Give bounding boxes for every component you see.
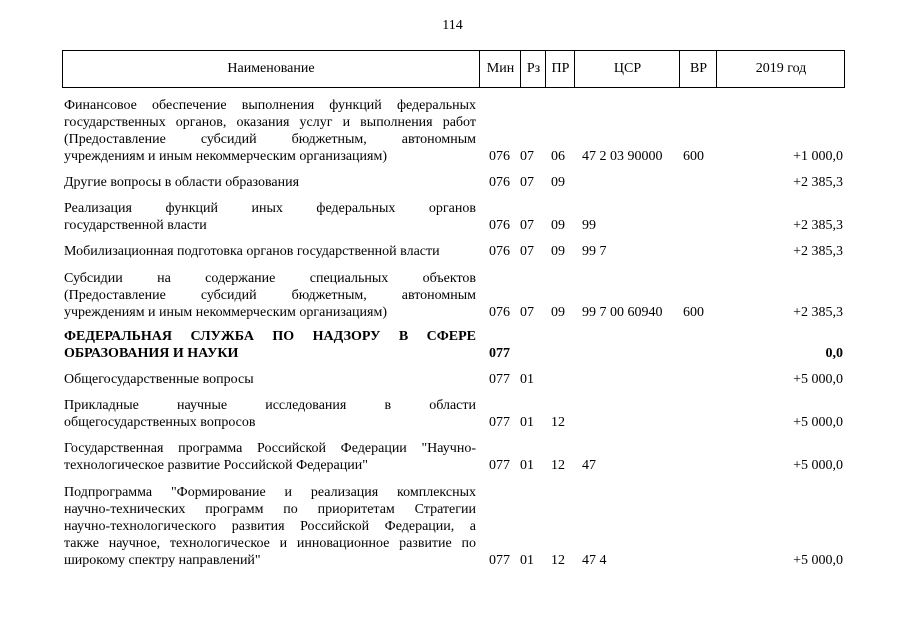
row-name-line: Финансовое обеспечение выполнения функций федеральных (64, 98, 476, 113)
table-row (62, 97, 845, 165)
cell-csr: 47 4 (582, 553, 607, 568)
cell-vr: 600 (683, 149, 704, 164)
row-name-line: Субсидии на содержание специальных объектов (64, 271, 476, 286)
cell-min: 076 (489, 244, 510, 259)
cell-pr: 09 (551, 244, 565, 259)
row-name-line: Прикладные научные исследования в области (64, 398, 476, 413)
header-vr: ВР (679, 51, 717, 87)
cell-amount: +5 000,0 (793, 372, 843, 387)
cell-amount: 0,0 (825, 346, 843, 361)
cell-amount: +2 385,3 (793, 218, 843, 233)
row-name-line: Подпрограмма "Формирование и реализация комплексных (64, 485, 476, 500)
cell-min: 077 (489, 415, 510, 430)
page-number: 114 (442, 18, 463, 33)
table-row (62, 397, 845, 431)
row-name-line: Другие вопросы в области образования (64, 175, 300, 190)
cell-rz: 01 (520, 372, 534, 387)
row-name-line: (Предоставление субсидий бюджетным, автономным (64, 288, 476, 303)
row-name-line: научно-технологического развития Российской Федерации, а (64, 519, 476, 534)
cell-pr: 09 (551, 218, 565, 233)
row-name-line: Реализация функций иных федеральных органов (64, 201, 476, 216)
table-row (62, 440, 845, 474)
row-name (64, 200, 476, 234)
cell-amount: +5 000,0 (793, 458, 843, 473)
cell-min: 076 (489, 149, 510, 164)
cell-min: 076 (489, 305, 510, 320)
table-row (62, 200, 845, 234)
cell-amount: +2 385,3 (793, 305, 843, 320)
cell-csr: 99 (582, 218, 596, 233)
cell-amount: +2 385,3 (793, 244, 843, 259)
cell-pr: 09 (551, 175, 565, 190)
row-name-line: государственных органов, оказания услуг и выполнения работ (64, 115, 476, 130)
cell-csr: 99 7 (582, 244, 607, 259)
cell-pr: 12 (551, 458, 565, 473)
table-row (62, 484, 845, 569)
header-pr: ПР (545, 51, 575, 87)
cell-min: 076 (489, 175, 510, 190)
table-row (62, 243, 845, 260)
row-name-line: государственной власти (64, 218, 207, 233)
cell-min: 077 (489, 458, 510, 473)
row-name-line: также научное, технологическое и инновационное развитие по (64, 536, 476, 551)
cell-pr: 12 (551, 415, 565, 430)
row-name-line: общегосударственных вопросов (64, 415, 256, 430)
cell-vr: 600 (683, 305, 704, 320)
cell-rz: 01 (520, 415, 534, 430)
cell-amount: +1 000,0 (793, 149, 843, 164)
header-min: Мин (479, 51, 521, 87)
row-name-line: широкому спектру направлений" (64, 553, 261, 568)
cell-csr: 99 7 00 60940 (582, 305, 663, 320)
row-name-line: (Предоставление субсидий бюджетным, автономным (64, 132, 476, 147)
table-row (62, 328, 845, 362)
row-name (64, 174, 476, 191)
cell-rz: 07 (520, 244, 534, 259)
row-name-line: технологическое развитие Российской Федерации" (64, 458, 368, 473)
table-row (62, 174, 845, 191)
cell-amount: +2 385,3 (793, 175, 843, 190)
row-name-line: ОБРАЗОВАНИЯ И НАУКИ (64, 346, 239, 361)
table-row (62, 371, 845, 388)
row-name (64, 397, 476, 431)
cell-rz: 07 (520, 149, 534, 164)
cell-rz: 01 (520, 458, 534, 473)
cell-rz: 07 (520, 218, 534, 233)
row-name-line: ФЕДЕРАЛЬНАЯ СЛУЖБА ПО НАДЗОРУ В СФЕРЕ (64, 329, 476, 344)
cell-min: 076 (489, 218, 510, 233)
cell-csr: 47 2 03 90000 (582, 149, 663, 164)
cell-min: 077 (489, 553, 510, 568)
table-header (62, 50, 845, 88)
row-name-line: Мобилизационная подготовка органов государственной власти (64, 244, 440, 259)
cell-rz: 07 (520, 175, 534, 190)
cell-min: 077 (489, 346, 510, 361)
cell-pr: 12 (551, 553, 565, 568)
cell-amount: +5 000,0 (793, 415, 843, 430)
cell-rz: 07 (520, 305, 534, 320)
cell-pr: 06 (551, 149, 565, 164)
cell-min: 077 (489, 372, 510, 387)
row-name-line: Государственная программа Российской Федерации "Научно- (64, 441, 476, 456)
row-name (64, 328, 476, 362)
row-name (64, 243, 476, 260)
header-rz: Рз (520, 51, 546, 87)
row-name-line: учреждениям и иным некоммерческим организациям) (64, 305, 388, 320)
row-name (64, 270, 476, 321)
row-name (64, 440, 476, 474)
table-row (62, 270, 845, 321)
row-name (64, 371, 476, 388)
cell-rz: 01 (520, 553, 534, 568)
cell-amount: +5 000,0 (793, 553, 843, 568)
header-name: Наименование (227, 61, 315, 76)
row-name (64, 97, 476, 165)
cell-pr: 09 (551, 305, 565, 320)
row-name (64, 484, 476, 569)
row-name-line: Общегосударственные вопросы (64, 372, 254, 387)
row-name-line: научно-технических программ по приоритетам Стратегии (64, 502, 476, 517)
cell-csr: 47 (582, 458, 596, 473)
header-csr: ЦСР (574, 51, 680, 87)
header-year: 2019 год (716, 51, 845, 87)
row-name-line: учреждениям и иным некоммерческим организациям) (64, 149, 388, 164)
